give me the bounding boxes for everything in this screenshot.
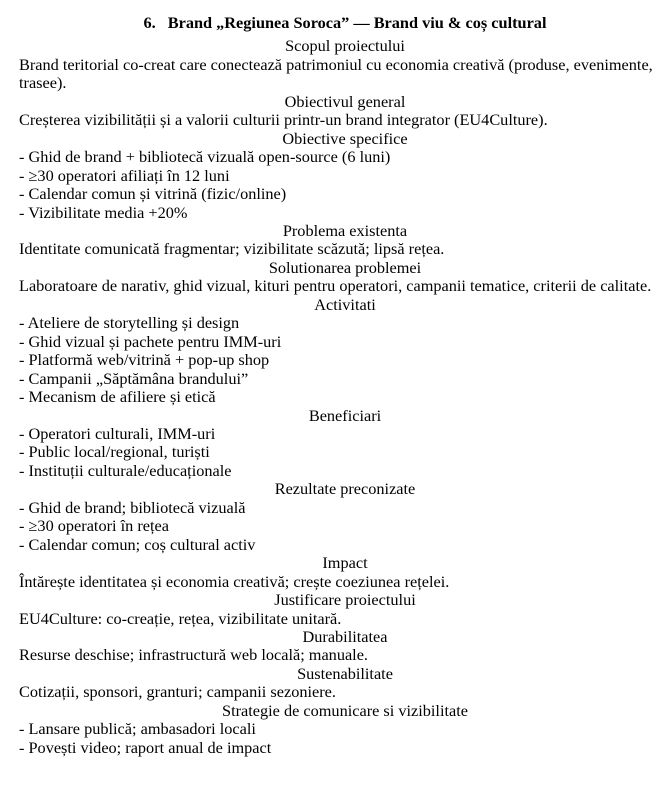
text-line: Brand teritorial co-creat care conectează patrimoniul cu economia creativă (produse, evenimente, xyxy=(19,54,653,74)
text-line: - Vizibilitate media +20% xyxy=(19,202,188,222)
section-heading: Impact xyxy=(322,553,368,573)
section-heading: Solutionarea problemei xyxy=(268,257,422,277)
text-line: - Calendar comun și vitrină (fizic/online) xyxy=(19,184,287,204)
title-number: 6. xyxy=(143,13,156,32)
text-line: - Platformă web/vitrină + pop-up shop xyxy=(19,350,270,370)
text-line: EU4Culture: co-creație, rețea, vizibilitate unitară. xyxy=(19,608,342,628)
text-line: - Lansare publică; ambasadori locali xyxy=(19,719,256,739)
text-line: - Campanii „Săptămâna brandului” xyxy=(19,368,249,388)
section-heading: Rezultate preconizate xyxy=(274,479,416,499)
title-text: Brand „Regiunea Soroca” — Brand viu & coș cultural xyxy=(167,13,547,32)
text-line: - Operatori culturali, IMM-uri xyxy=(19,423,216,443)
text-line: - Povești video; raport anual de impact xyxy=(19,737,272,757)
section-heading: Beneficiari xyxy=(308,405,382,425)
text-line: - Mecanism de afiliere și etică xyxy=(19,387,216,407)
text-line: Creșterea vizibilității și a valorii culturii printr-un brand integrator (EU4Culture). xyxy=(19,110,548,130)
text-line: Laboratoare de narativ, ghid vizual, kituri pentru operatori, campanii tematice, criterii de calitate. xyxy=(19,276,652,296)
text-line: - Ghid vizual și pachete pentru IMM-uri xyxy=(19,331,282,351)
section-heading: Activitati xyxy=(314,294,376,314)
text-line: trasee). xyxy=(19,73,67,93)
section-heading: Problema existenta xyxy=(282,220,408,240)
text-line: - ≥30 operatori afiliați în 12 luni xyxy=(19,165,230,185)
section-heading: Obiectivul general xyxy=(284,91,406,111)
text-line: Cotizații, sponsori, granturi; campanii sezoniere. xyxy=(19,682,336,702)
text-line: - Public local/regional, turiști xyxy=(19,442,210,462)
section-heading: Durabilitatea xyxy=(302,626,388,646)
section-heading: Justificare proiectului xyxy=(274,590,416,610)
text-line: - Ghid de brand; bibliotecă vizuală xyxy=(19,497,246,517)
text-line: Resurse deschise; infrastructură web locală; manuale. xyxy=(19,645,369,665)
text-line: - Calendar comun; coș cultural activ xyxy=(19,534,256,554)
text-line: - Ateliere de storytelling și design xyxy=(19,313,240,333)
section-heading: Strategie de comunicare si vizibilitate xyxy=(222,700,468,720)
text-line: - Ghid de brand + bibliotecă vizuală open-source (6 luni) xyxy=(19,147,391,167)
section-heading: Sustenabilitate xyxy=(297,663,393,683)
section-heading: Scopul proiectului xyxy=(285,36,405,56)
text-line: - ≥30 operatori în rețea xyxy=(19,516,169,536)
document-body xyxy=(19,37,653,757)
text-line: - Instituții culturale/educaționale xyxy=(19,460,232,480)
section-heading: Obiective specifice xyxy=(282,128,408,148)
text-line: Întărește identitatea și economia creativă; crește coeziunea rețelei. xyxy=(19,571,450,591)
text-line: Identitate comunicată fragmentar; vizibilitate scăzută; lipsă rețea. xyxy=(19,239,445,259)
document-title xyxy=(19,14,653,32)
